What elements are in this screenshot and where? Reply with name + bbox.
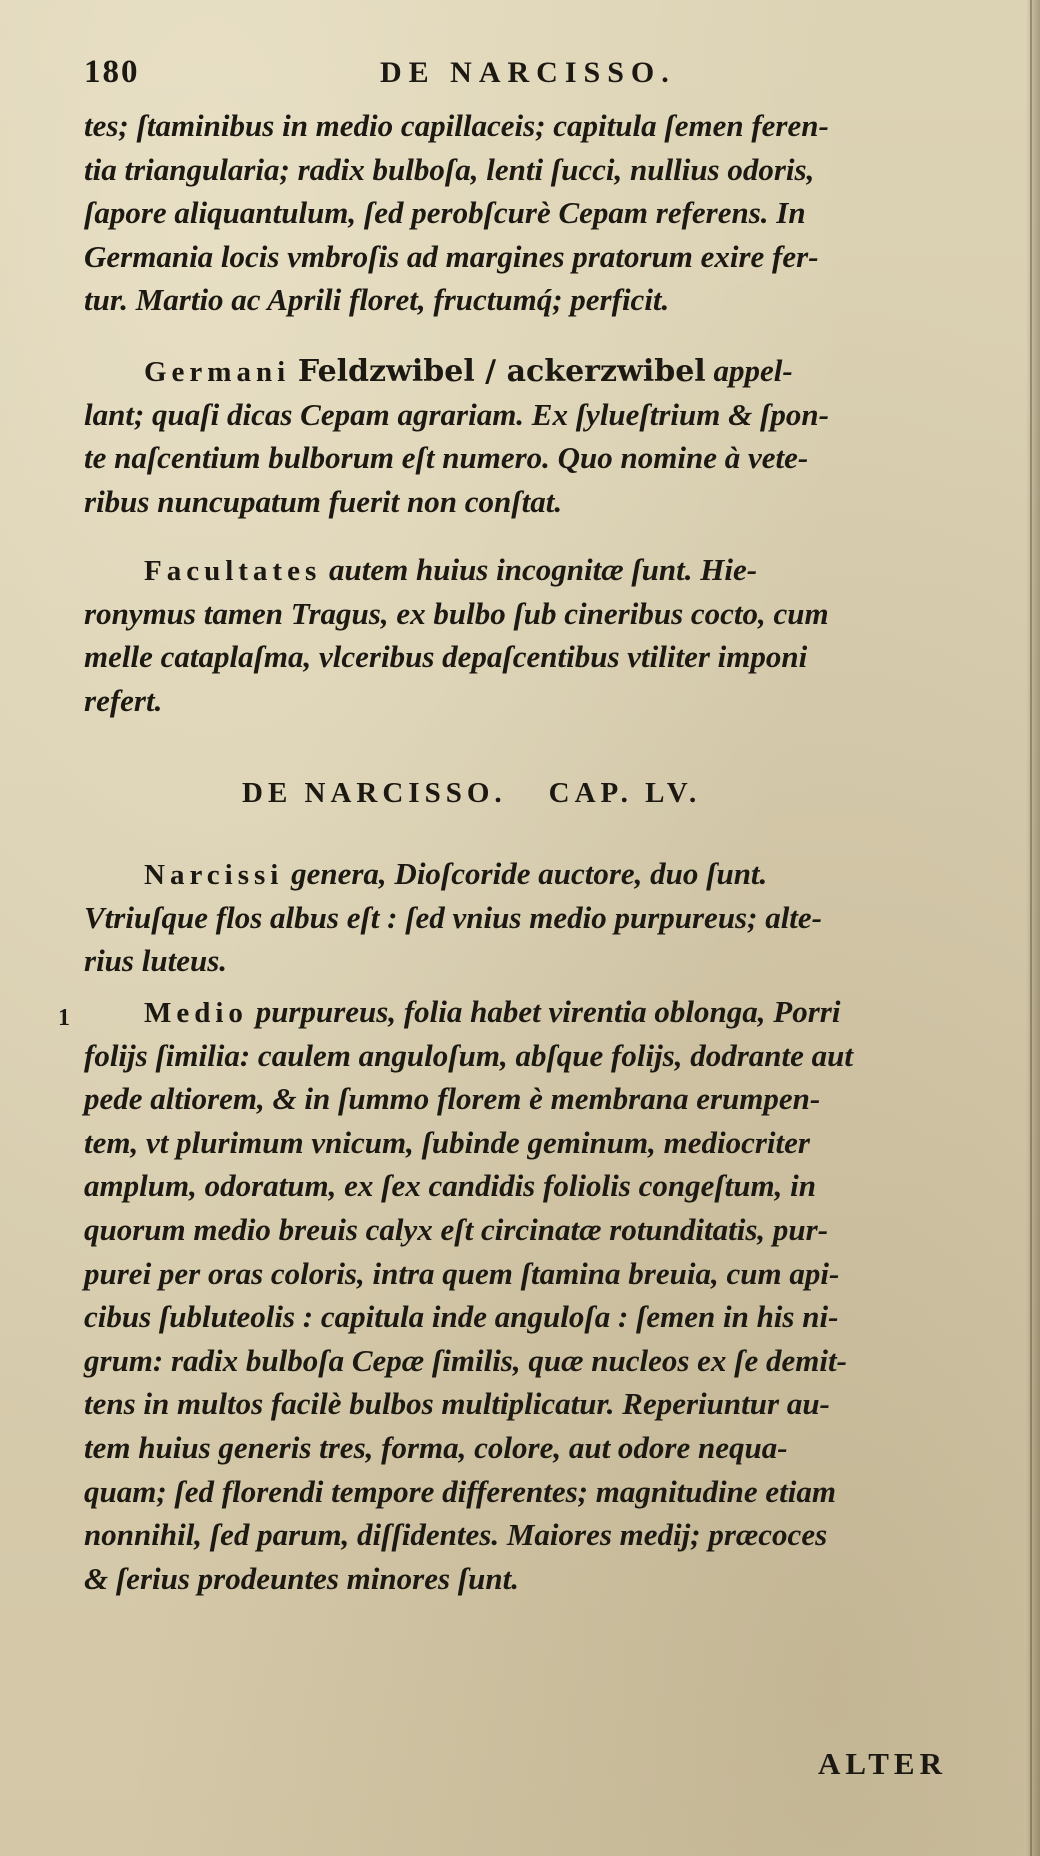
text-line	[84, 852, 984, 896]
text-line: tur. Martio ac Aprili floret, fructumq́; perficit.	[84, 282, 670, 318]
text-line: ronymus tamen Tragus, ex bulbo ſub cineribus cocto, cum	[84, 595, 829, 631]
text-line: ribus nuncupatum fuerit non conſtat.	[84, 483, 563, 519]
line-rest: autem huius incognitæ ſunt. Hie-	[329, 552, 758, 587]
text-line: amplum, odoratum, ex ſex candidis foliolis congeſtum, in	[84, 1168, 816, 1204]
text-line: te naſcentium bulborum eſt numero. Quo nomine à vete-	[84, 440, 809, 476]
line-rest: genera, Dioſcoride auctore, duo ſunt.	[291, 856, 768, 891]
page-number: 180	[84, 54, 140, 90]
text-line: tem huius generis tres, forma, colore, aut odore nequa-	[84, 1429, 788, 1465]
text-line: refert.	[84, 682, 163, 718]
line-rest: purpureus, folia habet virentia oblonga, Porri	[255, 994, 841, 1029]
text-line: pede altiorem, & in ſummo florem è membrana erumpen-	[84, 1081, 821, 1117]
lead-word: Narcissi	[144, 859, 284, 891]
text-line	[84, 349, 984, 393]
paragraph-medio	[84, 990, 984, 1600]
text-line: rius luteus.	[84, 943, 228, 979]
catchword: ALTER	[818, 1746, 947, 1781]
chapter-heading	[242, 777, 701, 810]
chapter-title: DE NARCISSO.	[242, 777, 507, 809]
marginal-number: 1	[58, 1005, 70, 1031]
text-line: ſapore aliquantulum, ſed perobſcurè Cepam referens. In	[84, 195, 806, 231]
text-line: tes; ſtaminibus in medio capillaceis; capitula ſemen feren-	[84, 108, 829, 143]
text-line: tens in multos facilè bulbos multiplicatur. Reperiuntur au-	[84, 1386, 830, 1422]
paragraph-narcissi	[84, 852, 984, 983]
text-line: folijs ſimilia: caulem anguloſum, abſque folijs, dodrante aut	[84, 1037, 854, 1073]
running-title: DE NARCISSO.	[380, 56, 676, 89]
text-line: cibus ſubluteolis : capitula inde anguloſa : ſemen in his ni-	[84, 1299, 839, 1335]
text-line: lant; quaſi dicas Cepam agrariam. Ex ſylueſtrium & ſpon-	[84, 396, 829, 432]
lead-word: Facultates	[144, 555, 322, 587]
text-line: & ſerius prodeuntes minores ſunt.	[84, 1560, 519, 1596]
text-line: quorum medio breuis calyx eſt circinatæ rotunditatis, pur-	[84, 1211, 829, 1247]
paragraph-continuation	[84, 104, 984, 322]
text-line: quam; ſed florendi tempore differentes; magnitudine etiam	[84, 1473, 836, 1509]
paragraph-germani	[84, 349, 984, 523]
text-line: tem, vt plurimum vnicum, ſubinde geminum, mediocriter	[84, 1124, 810, 1160]
lead-word: Germani	[144, 356, 291, 388]
german-names: Feldzwibel / ackerzwibel	[297, 354, 706, 389]
chapter-number: CAP. LV.	[548, 777, 702, 809]
text-line: nonnihil, ſed parum, diſſidentes. Maiores medij; præcoces	[84, 1517, 828, 1553]
lead-word: Medio	[144, 997, 248, 1029]
text-line	[84, 548, 984, 592]
page-edge-line	[1030, 0, 1032, 1856]
text-line: purei per oras coloris, intra quem ſtamina breuia, cum api-	[84, 1255, 840, 1291]
text-line: melle cataplaſma, vlceribus depaſcentibus vtiliter imponi	[84, 639, 808, 675]
text-line: Vtriuſque flos albus eſt : ſed vnius medio purpureus; alte-	[84, 899, 823, 935]
line-rest: appel-	[713, 353, 793, 388]
text-line: grum: radix bulboſa Cepæ ſimilis, quæ nucleos ex ſe demit-	[84, 1342, 847, 1378]
running-head	[84, 54, 984, 100]
paragraph-facultates	[84, 548, 984, 722]
page-edge-shadow	[1026, 0, 1040, 1856]
text-line: Germania locis vmbroſis ad margines pratorum exire fer-	[84, 238, 819, 274]
text-line	[84, 990, 984, 1034]
text-line: tia triangularia; radix bulboſa, lenti ſucci, nullius odoris,	[84, 151, 815, 187]
